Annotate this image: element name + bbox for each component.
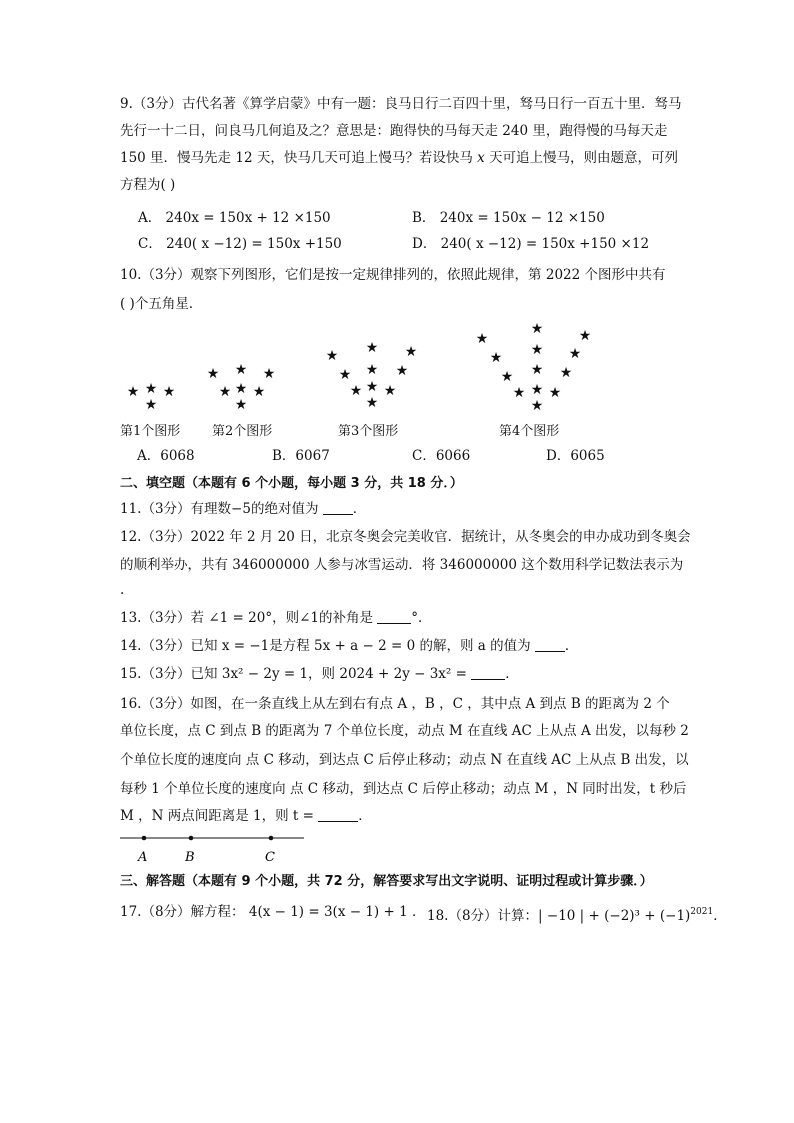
section-2-heading: 二、填空题（本题有 6 个小题，每小题 3 分，共 18 分．） bbox=[120, 476, 463, 491]
q18 bbox=[427, 902, 727, 926]
q12-answer-period: . bbox=[120, 582, 125, 598]
q18-exponent: 2021 bbox=[690, 907, 714, 917]
q13-answer-blank[interactable] bbox=[377, 609, 411, 624]
star-icon: ★ bbox=[206, 366, 220, 382]
star-icon: ★ bbox=[559, 365, 573, 381]
q10-option-a[interactable] bbox=[137, 446, 195, 466]
star-icon: ★ bbox=[530, 382, 544, 398]
star-icon: ★ bbox=[489, 350, 503, 366]
option-label: D． bbox=[412, 236, 437, 252]
option-label: A． bbox=[137, 448, 161, 464]
q10-option-b[interactable] bbox=[272, 446, 330, 466]
star-icon: ★ bbox=[548, 385, 562, 401]
point-b-label: B bbox=[185, 850, 195, 865]
star-icon: ★ bbox=[530, 342, 544, 358]
q15: 15.（3分）已知 3x² − 2y = 1，则 2024 + 2y − 3x² = ． bbox=[120, 666, 519, 682]
q14: 14.（3分）已知 x = −1是方程 5x + a − 2 = 0 的解，则 a 的值为 ． bbox=[120, 638, 579, 654]
star-icon: ★ bbox=[365, 340, 379, 356]
q9-variable-x: x bbox=[477, 150, 485, 166]
option-text: 240x = 150x + 12 ×150 bbox=[165, 210, 331, 226]
point-c-label: C bbox=[265, 850, 275, 865]
q9-option-a[interactable] bbox=[138, 208, 331, 228]
star-icon: ★ bbox=[500, 369, 514, 385]
option-text: 240( x −12) = 150x +150 ×12 bbox=[440, 236, 650, 252]
q12-line-2: 的顺利举办，共有 346000000 人参与冰雪运动．将 346000000 这个数用科学记数法表示为 bbox=[120, 557, 684, 573]
q16-text: M ，N 两点间距离是 1，则 t = bbox=[120, 808, 314, 824]
star-icon: ★ bbox=[325, 348, 339, 364]
star-icon: ★ bbox=[365, 362, 379, 378]
q16-answer-blank[interactable] bbox=[318, 807, 358, 822]
star-icon: ★ bbox=[404, 344, 418, 360]
star-icon: ★ bbox=[338, 367, 352, 383]
point-a-dot bbox=[142, 836, 147, 841]
star-icon: ★ bbox=[512, 385, 526, 401]
section-3-heading: 三、解答题（本题有 9 个小题，共 72 分，解答要求写出文字说明、证明过程或计算步骤．） bbox=[120, 874, 653, 889]
star-icon: ★ bbox=[234, 381, 248, 397]
option-label: C． bbox=[412, 448, 436, 464]
option-label: C． bbox=[138, 236, 162, 252]
q18-suffix: ． bbox=[713, 908, 727, 924]
star-icon: ★ bbox=[349, 383, 363, 399]
q9-option-c[interactable] bbox=[138, 234, 342, 254]
q15-text: 15.（3分）已知 3x² − 2y = 1，则 2024 + 2y − 3x² = bbox=[120, 666, 467, 682]
q14-answer-blank[interactable] bbox=[535, 637, 565, 652]
q9-line-3-a: 150 里．慢马先走 12 天，快马几天可追上慢马？若设快马 bbox=[120, 150, 473, 166]
figure-2-caption: 第2个图形 bbox=[212, 424, 273, 439]
option-label: A． bbox=[138, 210, 162, 226]
q18-text: 18.（8分）计算：| −10 | + (−2)³ + (−1) bbox=[427, 908, 691, 924]
star-icon: ★ bbox=[218, 384, 232, 400]
q11: 11.（3分）有理数−5的绝对值为 ． bbox=[120, 501, 367, 517]
q14-text: 14.（3分）已知 x = −1是方程 5x + a − 2 = 0 的解，则 a 的值为 bbox=[120, 638, 531, 654]
star-icon: ★ bbox=[365, 379, 379, 395]
q12-line-3 bbox=[120, 580, 124, 600]
star-icon: ★ bbox=[530, 362, 544, 378]
point-c-dot bbox=[269, 836, 274, 841]
star-icon: ★ bbox=[126, 384, 140, 400]
star-icon: ★ bbox=[262, 366, 276, 382]
option-label: D． bbox=[546, 448, 571, 464]
q13 bbox=[120, 608, 432, 628]
figure-4-caption: 第4个图形 bbox=[499, 424, 560, 439]
star-icon: ★ bbox=[252, 384, 266, 400]
figure-3-caption: 第3个图形 bbox=[338, 424, 399, 439]
star-icon: ★ bbox=[234, 362, 248, 378]
star-icon: ★ bbox=[162, 384, 176, 400]
star-icon: ★ bbox=[234, 397, 248, 413]
q16-line-4: 每秒 1 个单位长度的速度向 点 C 移动，到达点 C 后停止移动；动点 M ，N 同时出发，t 秒后 bbox=[120, 781, 687, 797]
q10-option-d[interactable] bbox=[546, 446, 605, 466]
star-icon: ★ bbox=[568, 346, 582, 362]
q9-line-2: 先行一十二日，问良马几何追及之？意思是：跑得快的马每天走 240 里，跑得慢的马每天走 bbox=[120, 123, 668, 139]
option-text: 6068 bbox=[160, 448, 195, 464]
q10-line-2: ( )个五角星． bbox=[120, 296, 203, 312]
q11-answer-blank[interactable] bbox=[323, 500, 353, 515]
number-line-figure bbox=[118, 830, 308, 870]
option-label: B． bbox=[412, 210, 436, 226]
q9-line-1: 9.（3分）古代名著《算学启蒙》中有一题：良马日行二百四十里，驽马日行一百五十里．驽马 bbox=[120, 96, 682, 112]
q16-line-2: 单位长度，点 C 到点 B 的距离为 7 个单位长度，动点 M 在直线 AC 上从点 A 出发，以每秒 2 bbox=[120, 723, 689, 739]
q16-line-3: 个单位长度的速度向 点 C 移动，到达点 C 后停止移动；动点 N 在直线 AC 上从点 B 出发，以 bbox=[120, 752, 689, 768]
q11-text: 11.（3分）有理数−5的绝对值为 bbox=[120, 501, 319, 517]
option-label: B． bbox=[272, 448, 296, 464]
star-icon: ★ bbox=[578, 328, 592, 344]
star-icon: ★ bbox=[144, 397, 158, 413]
q9-line-3-b: 天可追上慢马，则由题意，可列 bbox=[489, 150, 679, 166]
q17: 17.（8分）解方程： 4(x − 1) = 3(x − 1) + 1 ． bbox=[120, 904, 426, 920]
point-b-dot bbox=[189, 836, 194, 841]
star-icon: ★ bbox=[530, 321, 544, 337]
option-text: 6066 bbox=[435, 448, 471, 464]
q9-line-3 bbox=[120, 148, 678, 168]
option-text: 6067 bbox=[295, 448, 330, 464]
figure-1-caption: 第1个图形 bbox=[120, 424, 181, 439]
q10-option-c[interactable] bbox=[412, 446, 470, 466]
option-text: 240x = 150x − 12 ×150 bbox=[439, 210, 605, 226]
q12-line-1: 12.（3分）2022 年 2 月 20 日，北京冬奥会完美收官．据统计，从冬奥会的申办成功到冬奥会 bbox=[120, 529, 691, 545]
star-icon: ★ bbox=[144, 381, 158, 397]
star-icon: ★ bbox=[475, 331, 489, 347]
star-icon: ★ bbox=[530, 398, 544, 414]
q13-suffix: °． bbox=[411, 610, 432, 626]
option-text: 240( x −12) = 150x +150 bbox=[166, 236, 342, 252]
q9-option-b[interactable] bbox=[412, 208, 605, 228]
q9-option-d[interactable] bbox=[412, 234, 649, 254]
star-icon: ★ bbox=[365, 395, 379, 411]
q16-line-5: M ，N 两点间距离是 1，则 t = ． bbox=[120, 808, 372, 824]
q15-answer-blank[interactable] bbox=[471, 665, 505, 680]
point-a-label: A bbox=[138, 850, 148, 865]
q9-line-4: 方程为( ) bbox=[120, 177, 176, 193]
star-icon: ★ bbox=[395, 363, 409, 379]
q10-line-1: 10.（3分）观察下列图形，它们是按一定规律排列的，依照此规律，第 2022 个图形中共有 bbox=[120, 267, 666, 283]
option-text: 6065 bbox=[570, 448, 605, 464]
star-icon: ★ bbox=[383, 383, 397, 399]
q13-text: 13.（3分）若 ∠1 = 20°，则∠1的补角是 bbox=[120, 610, 373, 626]
q16-line-1: 16.（3分）如图，在一条直线上从左到右有点 A ，B ，C ，其中点 A 到点 B 的距离为 2 个 bbox=[120, 696, 670, 712]
